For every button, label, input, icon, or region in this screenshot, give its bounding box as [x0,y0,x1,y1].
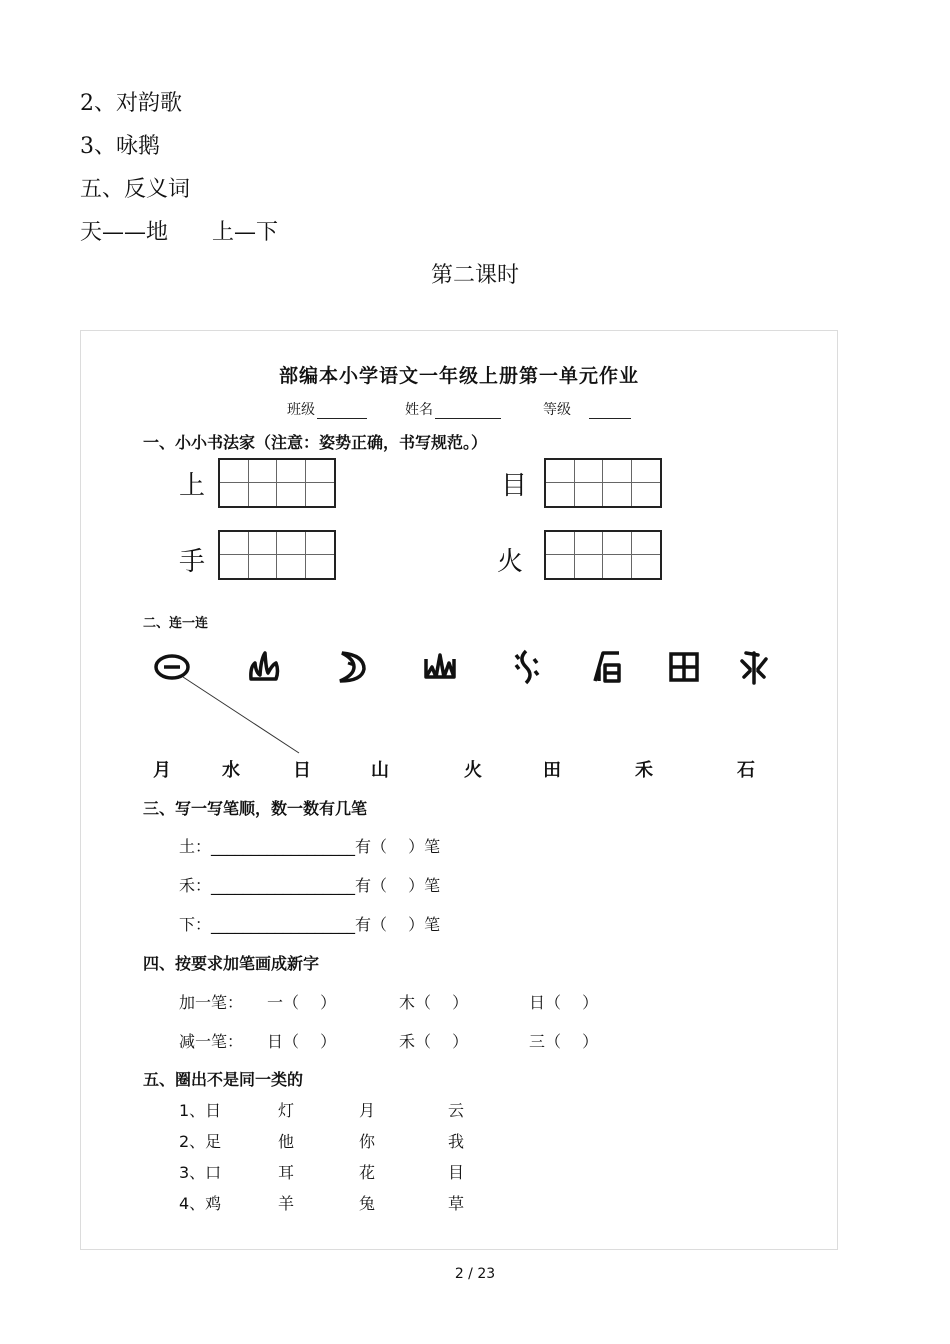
antonym-pair-2: 上—下 [212,220,279,245]
oracle-moon-glyph [334,649,370,685]
oracle-fire-glyph [246,649,282,685]
section-5-heading: 五、圈出不是同一类的 [143,1070,304,1089]
add-stroke-label: 加一笔： [179,993,244,1012]
stroke-blank: __________________ [211,915,356,934]
section-3-heading: 三、写一写笔顺，数一数有几笔 [143,799,368,818]
odd-one-out-item: 目 [448,1163,465,1182]
practice-char: 目 [501,471,528,501]
odd-one-out-item: 花 [359,1163,376,1182]
odd-one-out-item: 云 [448,1101,465,1120]
worksheet-title: 部编本小学语文一年级上册第一单元作业 [278,365,639,387]
stroke-blank: __________________ [211,876,356,895]
remove-stroke-item: 日（ ） [267,1032,337,1051]
match-word: 日 [293,760,311,781]
match-word: 山 [371,760,389,781]
odd-one-out-item: 你 [359,1132,376,1151]
stroke-row [179,834,440,857]
section-4-heading: 四、按要求加笔画成新字 [143,954,320,973]
match-word: 月 [153,760,171,781]
answer-line-3: 五、反义词 [80,177,191,202]
oracle-mountain-glyph [422,649,458,685]
add-stroke-item: 日（ ） [529,993,599,1012]
worksheet-image [80,330,838,1250]
match-word: 火 [464,760,482,781]
odd-one-out-item: 1、日 [179,1101,222,1120]
odd-one-out-item: 4、鸡 [179,1194,222,1213]
remove-stroke-label: 减一笔： [179,1032,244,1051]
name-label: 姓名 [405,402,433,418]
odd-one-out-item: 耳 [278,1163,295,1182]
stroke-count: 有（ ）笔 [355,915,441,934]
class-label: 班级 [287,402,315,418]
add-stroke-item: 木（ ） [399,993,469,1012]
remove-stroke-item: 三（ ） [529,1032,599,1051]
page-number: 2 / 23 [454,1266,496,1282]
remove-stroke-item: 禾（ ） [399,1032,469,1051]
match-word: 田 [543,760,561,781]
writing-grid [544,530,662,580]
stroke-count: 有（ ）笔 [355,876,441,895]
oracle-sun-glyph [154,649,190,685]
section-1-heading: 一、小小书法家（注意：姿势正确，书写规范。） [143,433,488,452]
odd-one-out-item: 我 [448,1132,465,1151]
stroke-char: 下： [179,915,212,934]
stroke-char: 土： [179,837,212,856]
match-word: 石 [737,760,755,781]
oracle-water-glyph [508,649,544,685]
odd-one-out-item: 3、口 [179,1163,222,1182]
stroke-char: 禾： [179,876,212,895]
stroke-row [179,912,440,935]
odd-one-out-item: 草 [448,1194,465,1213]
oracle-field-glyph [666,649,702,685]
writing-grid [544,458,662,508]
odd-one-out-item: 羊 [278,1194,295,1213]
class-blank [317,404,367,419]
practice-char: 火 [497,547,524,577]
odd-one-out-item: 灯 [278,1101,295,1120]
odd-one-out-item: 2、足 [179,1132,222,1151]
answer-line-1: 2、对韵歌 [80,91,182,116]
practice-char: 上 [179,471,206,501]
class-field [287,399,367,419]
practice-char: 手 [179,547,206,577]
match-word: 水 [222,760,240,781]
section-2-heading: 二、连一连 [143,616,209,631]
grade-label: 等级 [543,402,571,418]
writing-grid [218,458,336,508]
match-word: 禾 [635,760,653,781]
odd-one-out-item: 兔 [359,1194,376,1213]
add-stroke-item: 一（ ） [267,993,337,1012]
name-blank [435,404,501,419]
antonym-pair-1: 天——地 [80,220,169,245]
writing-grid [218,530,336,580]
odd-one-out-item: 他 [278,1132,295,1151]
odd-one-out-item: 月 [359,1101,376,1120]
stroke-blank: __________________ [211,837,356,856]
lesson-heading: 第二课时 [430,263,519,288]
stroke-row [179,873,440,896]
answer-line-2: 3、咏鹅 [80,134,160,159]
grade-field [543,399,631,419]
oracle-stone-glyph [589,649,625,685]
stroke-count: 有（ ）笔 [355,837,441,856]
oracle-grain-glyph [736,649,772,685]
grade-blank [589,404,631,419]
name-field [405,399,501,419]
